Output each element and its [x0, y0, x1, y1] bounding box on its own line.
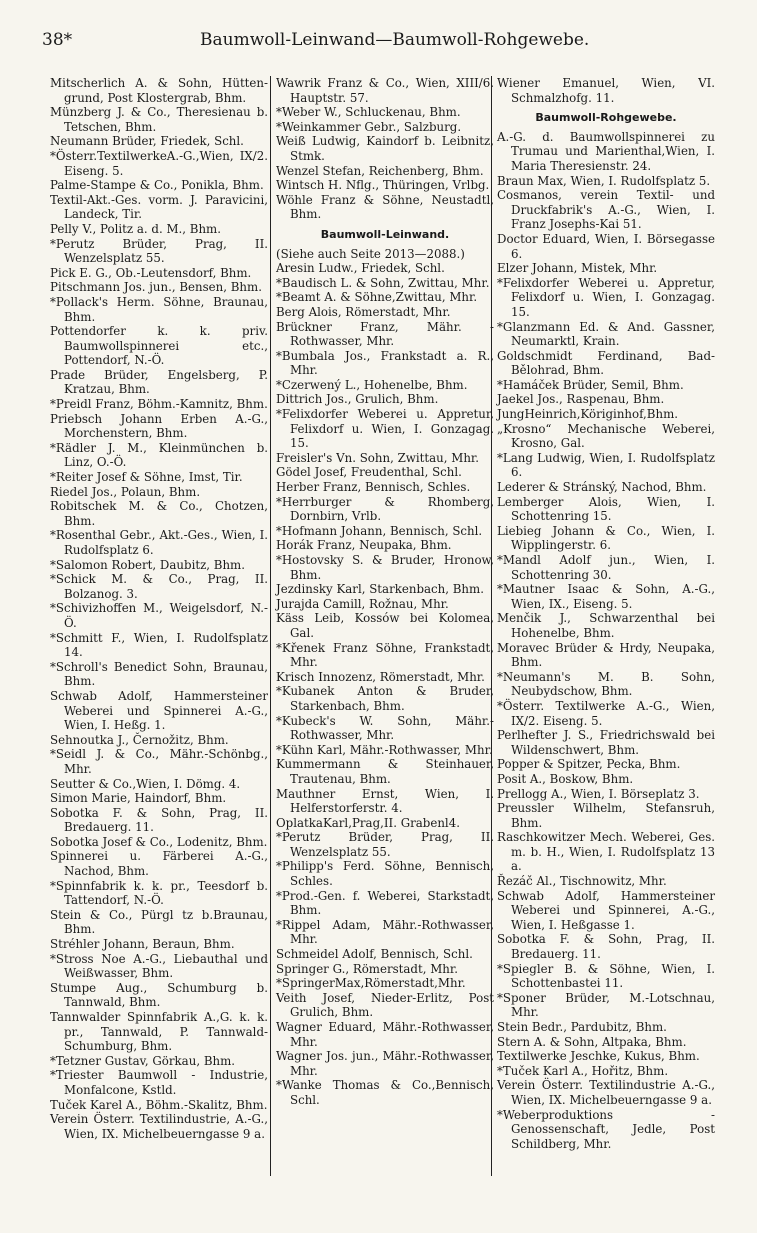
directory-entry: Wawrik Franz & Co., Wien, XIII/6. Hauptstr. 57. — [276, 76, 494, 105]
directory-entry: Veith Josef, Nieder-Erlitz, Post Grulich, Bhm. — [276, 990, 494, 1020]
directory-entry: Freisler's Vn. Sohn, Zwittau, Mhr. — [276, 450, 480, 465]
directory-entry: „Krosno“ Mechanische Weberei, Krosno, Gal. — [497, 421, 715, 451]
directory-entry: Řezáč Al., Tischnowitz, Mhr. — [497, 874, 667, 889]
directory-entry: Raschkowitzer Mech. Weberei, Ges. m. b. H., Wien, I. Rudolfsplatz 13 a. — [497, 830, 715, 874]
directory-entry: Goldschmidt Ferdinand, Bad-Bělohrad, Bhm. — [497, 348, 715, 378]
directory-entry: *Rosenthal Gebr., Akt.-Ges., Wien, I. Rudolfsplatz 6. — [50, 528, 268, 557]
directory-entry: *Mautner Isaac & Sohn, A.-G., Wien, IX., Eiseng. 5. — [497, 582, 715, 611]
directory-entry: Pelly V., Politz a. d. M., Bhm. — [50, 221, 221, 236]
directory-entry: Aresin Ludw., Friedek, Schl. — [276, 261, 445, 276]
directory-entry: *Lang Ludwig, Wien, I. Rudolfsplatz 6. — [497, 450, 715, 480]
directory-entry: Stréhler Johann, Beraun, Bhm. — [50, 937, 235, 952]
directory-entry: Simon Marie, Haindorf, Bhm. — [50, 791, 227, 806]
directory-entry: Berg Alois, Römerstadt, Mhr. — [276, 304, 451, 319]
directory-entry: *Rippel Adam, Mähr.-Rothwasser, Mhr. — [276, 917, 494, 947]
running-title: Baumwoll-Leinwand—Baumwoll-Rohgewebe. — [200, 30, 590, 50]
directory-entry: Wagner Eduard, Mähr.-Rothwasser, Mhr. — [276, 1020, 494, 1049]
column-3-rohgewebe-entries — [497, 130, 715, 1152]
directory-entry: *Philipp's Ferd. Söhne, Bennisch, Schles. — [276, 859, 494, 889]
directory-entry: Herber Franz, Bennisch, Schles. — [276, 480, 471, 495]
directory-entry: *Hostovsky S. & Bruder, Hronow, Bhm. — [276, 553, 494, 582]
directory-entry: *Czerwený L., Hohenelbe, Bhm. — [276, 377, 468, 392]
directory-entry: Schwab Adolf, Hammersteiner Weberei und Spinnerei A.-G., Wien, I. Heßg. 1. — [50, 688, 268, 733]
directory-entry: OplatkaKarl,Prag,II. Grabenl4. — [276, 815, 460, 830]
directory-entry: Brückner Franz, Mähr. - Rothwasser, Mhr. — [276, 319, 494, 349]
directory-entry: Gödel Josef, Freudenthal, Schl. — [276, 465, 462, 480]
directory-entry: Riedel Jos., Polaun, Bhm. — [50, 484, 201, 499]
column-1 — [50, 76, 268, 1141]
directory-entry: Sobotka Josef & Co., Lodenitz, Bhm. — [50, 834, 268, 849]
directory-entry: Doctor Eduard, Wien, I. Börsegasse 6. — [497, 231, 715, 261]
directory-entry: *Beamt A. & Söhne,Zwittau, Mhr. — [276, 290, 478, 305]
directory-entry: Mauthner Ernst, Wien, I. Helferstorferstr. 4. — [276, 786, 494, 816]
directory-entry: Pick E. G., Ob.-Leutensdorf, Bhm. — [50, 265, 252, 280]
directory-entry: Posit A., Boskow, Bhm. — [497, 771, 634, 786]
column-2-leinwand-entries — [276, 261, 494, 1107]
directory-entry: Robitschek M. & Co., Chotzen, Bhm. — [50, 499, 268, 528]
directory-entry: *Perutz Brüder, Prag, II. Wenzelsplatz 55. — [50, 236, 268, 266]
directory-entry: Stumpe Aug., Schumburg b. Tannwald, Bhm. — [50, 980, 268, 1010]
directory-entry: Springer G., Römerstadt, Mhr. — [276, 961, 458, 976]
column-2 — [276, 76, 494, 1108]
directory-entry: *Spiegler B. & Söhne, Wien, I. Schottenbastei 11. — [497, 961, 715, 991]
directory-entry: *Kubanek Anton & Bruder, Starkenbach, Bhm. — [276, 684, 494, 713]
directory-entry: *Wanke Thomas & Co.,Bennisch, Schl. — [276, 1078, 494, 1107]
directory-entry: *Schivizhoffen M., Weigelsdorf, N.-Ö. — [50, 601, 268, 630]
directory-entry: Verein Österr. Textilindustrie A.-G., Wien, IX. Michelbeuerngasse 9 a. — [497, 1078, 715, 1107]
directory-entry: *Österr.TextilwerkeA.-G.,Wien, IX/2. Eiseng. 5. — [50, 148, 268, 178]
directory-entry: Mitscherlich A. & Sohn, Hütten-grund, Post Klostergrab, Bhm. — [50, 76, 268, 105]
directory-entry: *Preidl Franz, Böhm.-Kamnitz, Bhm. — [50, 397, 268, 412]
directory-entry: Weiß Ludwig, Kaindorf b. Leibnitz, Stmk. — [276, 134, 494, 163]
directory-entry: Jurajda Camill, Rožnau, Mhr. — [276, 596, 449, 611]
directory-entry: Prellogg A., Wien, I. Börseplatz 3. — [497, 786, 700, 801]
directory-entry: *Stross Noe A.-G., Liebauthal und Weißwasser, Bhm. — [50, 951, 268, 981]
column-3-top-entries — [497, 76, 715, 105]
directory-entry: JungHeinrich,Köriginhof,Bhm. — [497, 407, 679, 422]
directory-entry: *Perutz Brüder, Prag, II. Wenzelsplatz 55. — [276, 830, 494, 859]
directory-entry: Preussler Wilhelm, Stefansruh, Bhm. — [497, 801, 715, 830]
directory-entry: Münzberg J. & Co., Theresienau b. Tetschen, Bhm. — [50, 105, 268, 134]
directory-entry: Schwab Adolf, Hammersteiner Weberei und Spinnerei, A.-G., Wien, I. Heßgasse 1. — [497, 888, 715, 932]
directory-entry: Wagner Jos. jun., Mähr.-Rothwasser, Mhr. — [276, 1049, 494, 1078]
directory-entry: *Rädler J. M., Kleinmünchen b. Linz, O.-Ö. — [50, 440, 268, 470]
directory-entry: Sehnoutka J., Černožitz, Bhm. — [50, 732, 229, 747]
directory-entry: *Pollack's Herm. Söhne, Braunau, Bhm. — [50, 294, 268, 324]
directory-entry: *Mandl Adolf jun., Wien, I. Schottenring 30. — [497, 553, 715, 582]
directory-entry: *Seidl J. & Co., Mähr.-Schönbg., Mhr. — [50, 747, 268, 776]
directory-entry: *Hofmann Johann, Bennisch, Schl. — [276, 523, 483, 538]
directory-entry: Moravec Brüder & Hrdy, Neupaka, Bhm. — [497, 640, 715, 670]
directory-entry: Elzer Johann, Mistek, Mhr. — [497, 261, 658, 276]
directory-entry: Kummermann & Steinhauer, Trautenau, Bhm. — [276, 757, 494, 786]
directory-entry: *Salomon Robert, Daubitz, Bhm. — [50, 557, 245, 572]
directory-entry: Sobotka F. & Sohn, Prag, II. Bredauerg. 11. — [497, 932, 715, 962]
directory-entry: Krisch Innozenz, Römerstadt, Mhr. — [276, 669, 485, 684]
directory-entry: Braun Max, Wien, I. Rudolfsplatz 5. — [497, 173, 711, 188]
page-number: 38* — [42, 30, 73, 50]
directory-entry: *Křenek Franz Söhne, Frankstadt, Mhr. — [276, 640, 494, 670]
directory-entry: Pitschmann Jos. jun., Bensen, Bhm. — [50, 280, 262, 295]
directory-entry: Lederer & Stránský, Nachod, Bhm. — [497, 480, 707, 495]
directory-entry: Schmeidel Adolf, Bennisch, Schl. — [276, 947, 473, 962]
directory-entry: *Schroll's Benedict Sohn, Braunau, Bhm. — [50, 659, 268, 689]
directory-entry: Menčik J., Schwarzenthal bei Hohenelbe, Bhm. — [497, 611, 715, 640]
column-rule-1 — [270, 76, 271, 1176]
directory-entry: *Hamáček Brüder, Semil, Bhm. — [497, 377, 684, 392]
directory-entry: Stern A. & Sohn, Altpaka, Bhm. — [497, 1034, 687, 1049]
directory-entry: Textil-Akt.-Ges. vorm. J. Paravicini, Landeck, Tir. — [50, 192, 268, 222]
directory-entry: *Österr. Textilwerke A.-G., Wien, IX/2. Eiseng. 5. — [497, 698, 715, 728]
directory-entry: Stein & Co., Pürgl tz b.Braunau, Bhm. — [50, 907, 268, 937]
directory-entry: Seutter & Co.,Wien, I. Dömg. 4. — [50, 776, 241, 791]
column-2-top-entries — [276, 76, 494, 222]
section-heading-leinwand: Baumwoll-Leinwand. — [320, 227, 450, 241]
directory-entry: Verein Österr. Textilindustrie, A.-G., Wien, IX. Michelbeuerngasse 9 a. — [50, 1112, 268, 1141]
directory-entry: Wenzel Stefan, Reichenberg, Bhm. — [276, 163, 484, 178]
directory-entry: *SpringerMax,Römerstadt,Mhr. — [276, 976, 466, 991]
column-3 — [497, 76, 715, 1151]
directory-entry: *Felixdorfer Weberei u. Appretur, Felixdorf u. Wien, I. Gonzagag. 15. — [276, 407, 494, 451]
directory-entry: A.-G. d. Baumwollspinnerei zu Trumau und Marienthal,Wien, I. Maria Theresienstr. 24. — [497, 129, 715, 173]
directory-entry: *Schick M. & Co., Prag, II. Bolzanog. 3. — [50, 572, 268, 601]
directory-entry: Tuček Karel A., Böhm.-Skalitz, Bhm. — [50, 1097, 268, 1112]
directory-entry: Palme-Stampe & Co., Ponikla, Bhm. — [50, 178, 264, 193]
directory-entry: Popper & Spitzer, Pecka, Bhm. — [497, 757, 681, 772]
directory-entry: Neumann Brüder, Friedek, Schl. — [50, 134, 244, 149]
directory-entry: Liebieg Johann & Co., Wien, I. Wipplingerstr. 6. — [497, 523, 715, 553]
directory-entry: *Prod.-Gen. f. Weberei, Starkstadt, Bhm. — [276, 888, 494, 918]
directory-entry: Perlhefter J. S., Friedrichswald bei Wildenschwert, Bhm. — [497, 728, 715, 757]
directory-entry: Wiener Emanuel, Wien, VI. Schmalzhofg. 11. — [497, 76, 715, 105]
directory-entry: Cosmanos, verein Textil- und Druckfabrik's A.-G., Wien, I. Franz Josephs-Kai 51. — [497, 188, 715, 232]
directory-entry: Jezdinsky Karl, Starkenbach, Bhm. — [276, 582, 484, 597]
directory-entry: Sobotka F. & Sohn, Prag, II. Bredauerg. 11. — [50, 805, 268, 835]
directory-entry: Tannwalder Spinnfabrik A.,G. k. k. pr., Tannwald, P. Tannwald-Schumburg, Bhm. — [50, 1010, 268, 1054]
directory-entry: Spinnerei u. Färberei A.-G., Nachod, Bhm. — [50, 849, 268, 879]
directory-entry: Lemberger Alois, Wien, I. Schottenring 15. — [497, 494, 715, 524]
directory-entry: *Kühn Karl, Mähr.-Rothwasser, Mhr. — [276, 742, 493, 757]
directory-entry: *Weber W., Schluckenau, Bhm. — [276, 105, 461, 120]
directory-entry: *Tetzner Gustav, Görkau, Bhm. — [50, 1053, 236, 1068]
directory-entry: Käss Leib, Kossów bei Kolomea, Gal. — [276, 611, 494, 640]
directory-entry: Dittrich Jos., Grulich, Bhm. — [276, 392, 439, 407]
directory-entry: *Sponer Brüder, M.-Lotschnau, Mhr. — [497, 990, 715, 1020]
section-heading-rohgewebe: Baumwoll-Rohgewebe. — [535, 111, 677, 125]
directory-entry: Wöhle Franz & Söhne, Neustadtl, Bhm. — [276, 192, 494, 222]
directory-entry: Wintsch H. Nflg., Thüringen, Vrlbg. — [276, 178, 490, 193]
cross-reference-note: (Siehe auch Seite 2013—2088.) — [276, 246, 465, 261]
directory-entry: Jaekel Jos., Raspenau, Bhm. — [497, 392, 665, 407]
directory-entry: Horák Franz, Neupaka, Bhm. — [276, 538, 452, 553]
directory-entry: *Glanzmann Ed. & And. Gassner, Neumarktl, Krain. — [497, 319, 715, 349]
directory-entry: Priebsch Johann Erben A.-G., Morchenstern, Bhm. — [50, 411, 268, 441]
directory-entry: *Felixdorfer Weberei u. Appretur, Felixdorf u. Wien, I. Gonzagag. 15. — [497, 275, 715, 319]
directory-entry: Prade Brüder, Engelsberg, P. Kratzau, Bhm. — [50, 367, 268, 397]
directory-entry: *Baudisch L. & Sohn, Zwittau, Mhr. — [276, 275, 490, 290]
directory-entry: *Weberproduktions - Genossenschaft, Jedle, Post Schildberg, Mhr. — [497, 1107, 715, 1151]
directory-entry: *Spinnfabrik k. k. pr., Teesdorf b. Tattendorf, N.-Ö. — [50, 878, 268, 908]
directory-entry: *Kubeck's W. Sohn, Mähr.-Rothwasser, Mhr. — [276, 713, 494, 743]
directory-entry: Pottendorfer k. k. priv. Baumwollspinnerei etc., Pottendorf, N.-Ö. — [50, 324, 268, 368]
directory-entry: Textilwerke Jeschke, Kukus, Bhm. — [497, 1049, 700, 1064]
directory-entry: *Triester Baumwoll - Industrie, Monfalcone, Kstld. — [50, 1068, 268, 1097]
directory-entry: *Herrburger & Rhomberg, Dornbirn, Vrlb. — [276, 494, 494, 524]
directory-entry: Stein Bedr., Pardubitz, Bhm. — [497, 1020, 667, 1034]
directory-entry: *Neumann's M. B. Sohn, Neubydschow, Bhm. — [497, 669, 715, 699]
directory-entry: *Tuček Karl A., Hořitz, Bhm. — [497, 1063, 669, 1078]
directory-entry: *Reiter Josef & Söhne, Imst, Tir. — [50, 470, 243, 485]
directory-entry: *Weinkammer Gebr., Salzburg. — [276, 119, 462, 134]
directory-entry: *Bumbala Jos., Frankstadt a. R., Mhr. — [276, 348, 494, 378]
directory-entry: *Schmitt F., Wien, I. Rudolfsplatz 14. — [50, 630, 268, 660]
